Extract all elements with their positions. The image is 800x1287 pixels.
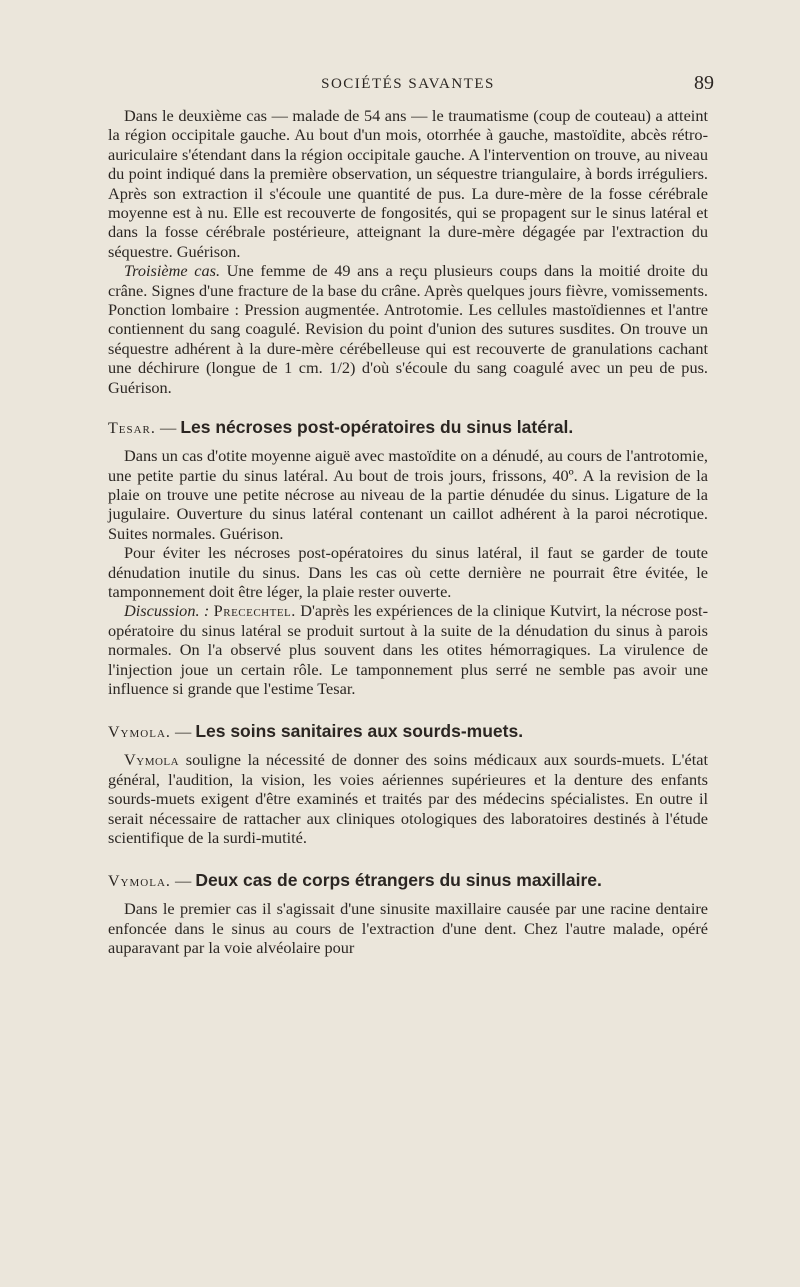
paragraph-deuxieme-cas: Dans le deuxième cas — malade de 54 ans — le traumatisme (coup de couteau) a atteint la région occipitale gauche. Au bout d'un mois, otorrhée à gauche, mastoïdite, abcès rétro-auriculaire s'étendant dans la région occipitale gauche. A l'intervention on trouve, au niveau du point indiqué dans la première observation, un séquestre triangulaire, à bords irréguliers. Après son extraction il s'écoule une quantité de pus. La dure-mère de la fosse cérébrale moyenne est à nu. Elle est recouverte de fongosités, qui se propagent sur le sinus latéral et dans la fosse cérébrale postérieure, atteignant la dure-mère dégagée par l'extraction du séquestre. Guérison.	[108, 106, 708, 261]
section-title: Deux cas de corps étrangers du sinus maxillaire.	[195, 870, 602, 891]
paragraph-discussion	[108, 601, 708, 698]
section-author: Vymola.	[108, 724, 171, 742]
running-head	[108, 72, 714, 96]
heading-separator: —	[155, 418, 181, 438]
paragraph-vymola-2: Dans le premier cas il s'agissait d'une sinusite maxillaire causée par une racine dentaire enfoncée dans le sinus au cours de l'extraction d'une dent. Chez l'autre malade, opéré auparavant par la voie alvéolaire pour	[108, 899, 708, 958]
case-text: Une femme de 49 ans a reçu plusieurs coups dans la moitié droite du crâne. Signes d'une fracture de la base du crâne. Après quelques jours fièvre, vomissements. Ponction lombaire : Pression augmentée. Antrotomie. Les cellules mastoïdiennes et l'antre contiennent du sang coagulé. Revision du point d'union des sutures susdites. On trouve un séquestre adhérent à la dure-mère cérébelleuse qui est recouverte de granulations cachant une déchirure (longue de 1 cm. 1/2) d'où s'écoule du sang coagulé avec un peu de pus. Guérison.	[108, 261, 708, 397]
discussion-name: Precechtel.	[213, 601, 296, 621]
section-author: Vymola.	[108, 873, 171, 891]
section-heading-tesar	[108, 416, 708, 440]
section-title: Les soins sanitaires aux sourds-muets.	[195, 721, 524, 742]
running-title: SOCIÉTÉS SAVANTES	[321, 76, 495, 92]
discussion-text: D'après les expériences de la clinique Kutvirt, la nécrose post-opératoire du sinus latéral se produit surtout à la suite de la dénudation du sinus à parois normales. On l'a observé plus souvent dans les otites hémorragiques. La virulence de l'injection joue un certain rôle. Le tamponnement plus serré ne semble pas avoir une influence si grande que l'estime Tesar.	[108, 601, 708, 698]
paragraph-troisieme-cas	[108, 261, 708, 397]
heading-separator: —	[170, 722, 196, 742]
section-heading-vymola-1	[108, 720, 708, 744]
paragraph-vymola-1	[108, 750, 708, 847]
paragraph-lead-name: Vymola	[124, 750, 180, 770]
section-author: Tesar.	[108, 420, 156, 438]
discussion-lead: Discussion. :	[124, 601, 210, 621]
article-body	[108, 106, 708, 958]
section-heading-vymola-2	[108, 869, 708, 893]
paragraph-tesar-1: Dans un cas d'otite moyenne aiguë avec mastoïdite on a dénudé, au cours de l'antrotomie, une petite partie du sinus latéral. Au bout de trois jours, frissons, 40º. A la revision de la plaie on trouve une petite nécrose au niveau de la partie dénudée du sinus. Ligature de la jugulaire. Ouverture du sinus latéral contenant un caillot adhérent à la paroi nécrotique. Suites normales. Guérison.	[108, 446, 708, 543]
paragraph-text: souligne la nécessité de donner des soins médicaux aux sourds-muets. L'état général, l'audition, la vision, les voies aériennes supérieures et la denture des enfants sourds-muets exigent d'être examinés et traités par des médecins spécialistes. En outre il serait nécessaire de rattacher aux cliniques otologiques des laboratoires destinés à l'étude scientifique de la surdi-mutité.	[108, 750, 708, 847]
section-title: Les nécroses post-opératoires du sinus latéral.	[180, 417, 574, 438]
case-lead: Troisième cas.	[124, 261, 221, 281]
heading-separator: —	[170, 871, 196, 891]
paragraph-tesar-2: Pour éviter les nécroses post-opératoires du sinus latéral, il faut se garder de toute dénudation inutile du sinus. Dans les cas où cette dernière ne pourrait être évitée, le tamponnement doit être léger, la plaie rester ouverte.	[108, 543, 708, 601]
page-number: 89	[694, 72, 714, 94]
